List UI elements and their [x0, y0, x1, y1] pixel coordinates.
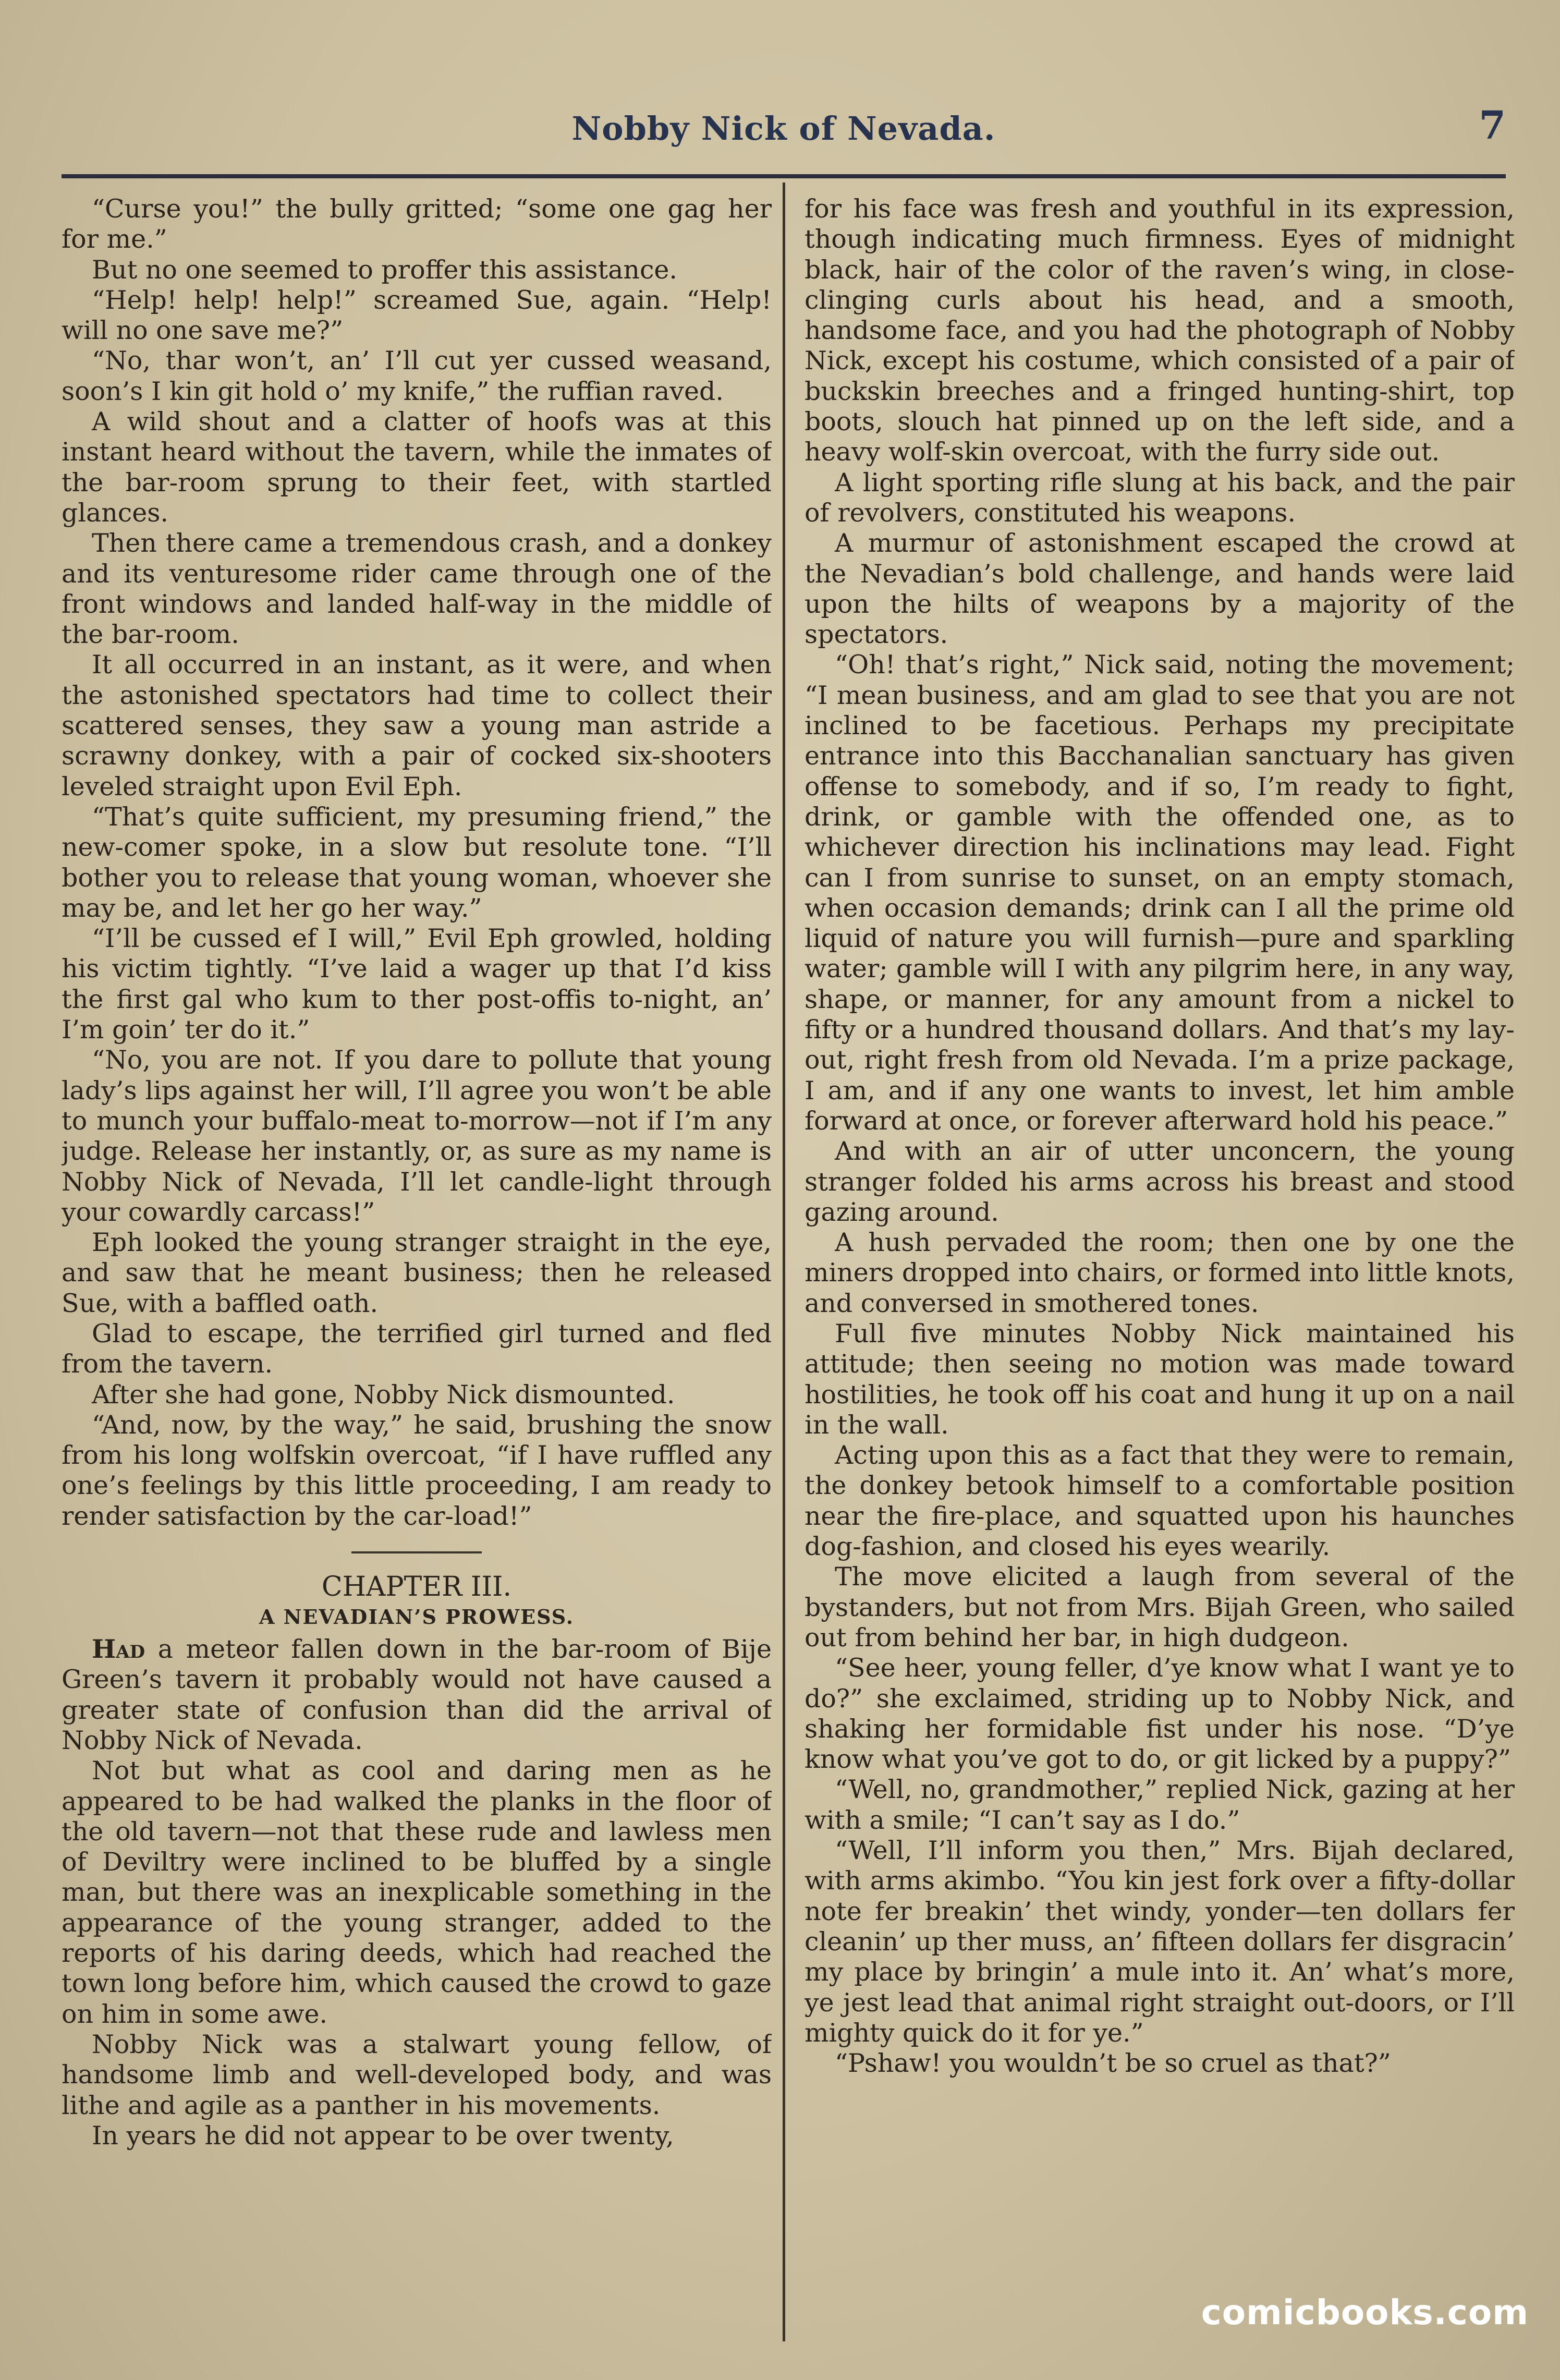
story-paragraph: “Help! help! help!” screamed Sue, again. “Help! will no one save me?” [62, 285, 772, 346]
story-paragraph: “Oh! that’s right,” Nick said, noting the movement; “I mean business, and am glad to see that you are not inclined to be facetious. Perhaps my precipitate entrance into this Bacchanalian sanctuary has given offense to somebody, and if so, I’m ready to fight, drink, or gamble with the offended one, as to whichever direction his inclinations may lead. Fight can I from sunrise to sunset, on an empty stomach, when occasion demands; drink can I all the prime old liquid of nature you will furnish—pure and sparkling water; gamble will I with any pilgrim here, in any way, shape, or manner, for any amount from a nickel to fifty or a hundred thousand dollars. And that’s my lay-out, right fresh from old Nevada. I’m a prize package, I am, and if any one wants to invest, let him amble forward at once, or forever afterward hold his peace.” [805, 650, 1515, 1136]
story-paragraph: Acting upon this as a fact that they were to remain, the donkey betook himself to a comfortable position near the fire-place, and squatted upon his haunches dog-fashion, and closed his eyes wearily. [805, 1440, 1515, 1562]
right-column [805, 194, 1515, 2348]
story-paragraph: Eph looked the young stranger straight in the eye, and saw that he meant business; then he released Sue, with a baffled oath. [62, 1228, 772, 1318]
story-paragraph: “Well, I’ll inform you then,” Mrs. Bijah declared, with arms akimbo. “You kin jest fork over a fifty-dollar note fer breakin’ thet windy, yonder—ten dollars fer cleanin’ up ther muss, an’ fifteen dollars fer disgracin’ my place by bringin’ a mule into it. An’ what’s more, ye jest lead that animal right straight out-doors, or I’ll mighty quick do it for ye.” [805, 1836, 1515, 2048]
story-paragraph: “No, you are not. If you dare to pollute that young lady’s lips against her will, I’ll agree you won’t be able to munch your buffalo-meat to-morrow—not if I’m any judge. Release her instantly, or, as sure as my name is Nobby Nick of Nevada, I’ll let candle-light through your cowardly carcass!” [62, 1045, 772, 1227]
story-paragraph: It all occurred in an instant, as it were, and when the astonished spectators had time to collect their scattered senses, they saw a young man astride a scrawny donkey, with a pair of cocked six-shooters leveled straight upon Evil Eph. [62, 650, 772, 802]
header-rule [62, 174, 1506, 178]
story-paragraph: In years he did not appear to be over twenty, [92, 2120, 674, 2151]
story-paragraph: “No, thar won’t, an’ I’ll cut yer cussed weasand, soon’s I kin git hold o’ my knife,” the ruffian raved. [62, 346, 772, 406]
chapter-opening-paragraph [62, 1634, 772, 1756]
story-paragraph: Then there came a tremendous crash, and a donkey and its venturesome rider came through one of the front windows and landed half-way in the middle of the bar-room. [62, 528, 772, 650]
story-paragraph: And with an air of utter unconcern, the young stranger folded his arms across his breast and stood gazing around. [805, 1136, 1515, 1227]
story-paragraph: “That’s quite sufficient, my presuming friend,” the new-comer spoke, in a slow but resolute tone. “I’ll bother you to release that young woman, whoever she may be, and let her go her way.” [62, 802, 772, 923]
story-paragraph: Nobby Nick was a stalwart young fellow, of handsome limb and well-developed body, and was lithe and agile as a panther in his movements. [62, 2029, 772, 2120]
story-paragraph: Full five minutes Nobby Nick maintained his attitude; then seeing no motion was made toward hostilities, he took off his coat and hung it up on a nail in the wall. [805, 1318, 1515, 1440]
chapter-title: CHAPTER III. [321, 1571, 512, 1603]
story-paragraph: “Well, no, grandmother,” replied Nick, gazing at her with a smile; “I can’t say as I do.” [805, 1775, 1515, 1835]
site-watermark: comicbooks.com [1201, 2292, 1529, 2333]
column-divider [783, 183, 785, 2341]
story-paragraph: for his face was fresh and youthful in its expression, though indicating much firmness. Eyes of midnight black, hair of the color of the raven’s wing, in close-clinging curls about his head, and a smooth, handsome face, and you had the photograph of Nobby Nick, except his costume, which consisted of a pair of buckskin breeches and a fringed hunting-shirt, top boots, slouch hat pinned up on the left side, and a heavy wolf-skin overcoat, with the furry side out. [805, 194, 1515, 467]
page-title: Nobby Nick of Nevada. [571, 110, 996, 148]
page-number: 7 [1479, 103, 1506, 148]
story-paragraph: “And, now, by the way,” he said, brushing the snow from his long wolfskin overcoat, “if I have ruffled any one’s feelings by this little proceeding, I am ready to render satisfaction by the car-load!” [62, 1410, 772, 1531]
story-paragraph: Glad to escape, the terrified girl turned and fled from the tavern. [62, 1318, 772, 1379]
story-paragraph: A hush pervaded the room; then one by one the miners dropped into chairs, or formed into little knots, and conversed in smothered tones. [805, 1228, 1515, 1318]
story-paragraph: After she had gone, Nobby Nick dismounted. [92, 1379, 675, 1410]
story-paragraph: A light sporting rifle slung at his back, and the pair of revolvers, constituted his weapons. [805, 467, 1515, 528]
story-paragraph: “I’ll be cussed ef I will,” Evil Eph growled, holding his victim tightly. “I’ve laid a wager up that I’d kiss the first gal who kum to ther post-offis to-night, an’ I’m goin’ ter do it.” [62, 924, 772, 1045]
chapter-lead-word: Had [92, 1634, 145, 1665]
story-paragraph: The move elicited a laugh from several of the bystanders, but not from Mrs. Bijah Green, who sailed out from behind her bar, in high dudgeon. [805, 1562, 1515, 1653]
story-paragraph: Not but what as cool and daring men as he appeared to be had walked the planks in the floor of the old tavern—not that these rude and lawless men of Deviltry were inclined to be bluffed by a single man, but there was an inexplicable something in the appearance of the young stranger, added to the reports of his daring deeds, which had reached the town long before him, which caused the crowd to gaze on him in some awe. [62, 1756, 772, 2029]
story-paragraph: “Curse you!” the bully gritted; “some one gag her for me.” [62, 194, 772, 254]
running-head [62, 99, 1506, 151]
story-paragraph: “See heer, young feller, d’ye know what I want ye to do?” she exclaimed, striding up to Nobby Nick, and shaking her formidable fist under his nose. “D’ye know what you’ve got to do, or git licked by a puppy?” [805, 1653, 1515, 1775]
story-paragraph: But no one seemed to proffer this assistance. [92, 254, 677, 285]
chapter-opening-text: a meteor fallen down in the bar-room of Bije Green’s tavern it probably would not have caused a greater state of confusion than did the arrival of Nobby Nick of Nevada. [62, 1634, 772, 1755]
chapter-subtitle: A NEVADIAN’S PROWESS. [259, 1605, 575, 1629]
chapter-divider [351, 1551, 482, 1553]
story-paragraph: A wild shout and a clatter of hoofs was at this instant heard without the tavern, while the inmates of the bar-room sprung to their feet, with startled glances. [62, 407, 772, 528]
left-column [62, 194, 772, 2348]
story-paragraph: “Pshaw! you wouldn’t be so cruel as that?” [835, 2048, 1391, 2079]
story-paragraph: A murmur of astonishment escaped the crowd at the Nevadian’s bold challenge, and hands were laid upon the hilts of weapons by a majority of the spectators. [805, 528, 1515, 650]
